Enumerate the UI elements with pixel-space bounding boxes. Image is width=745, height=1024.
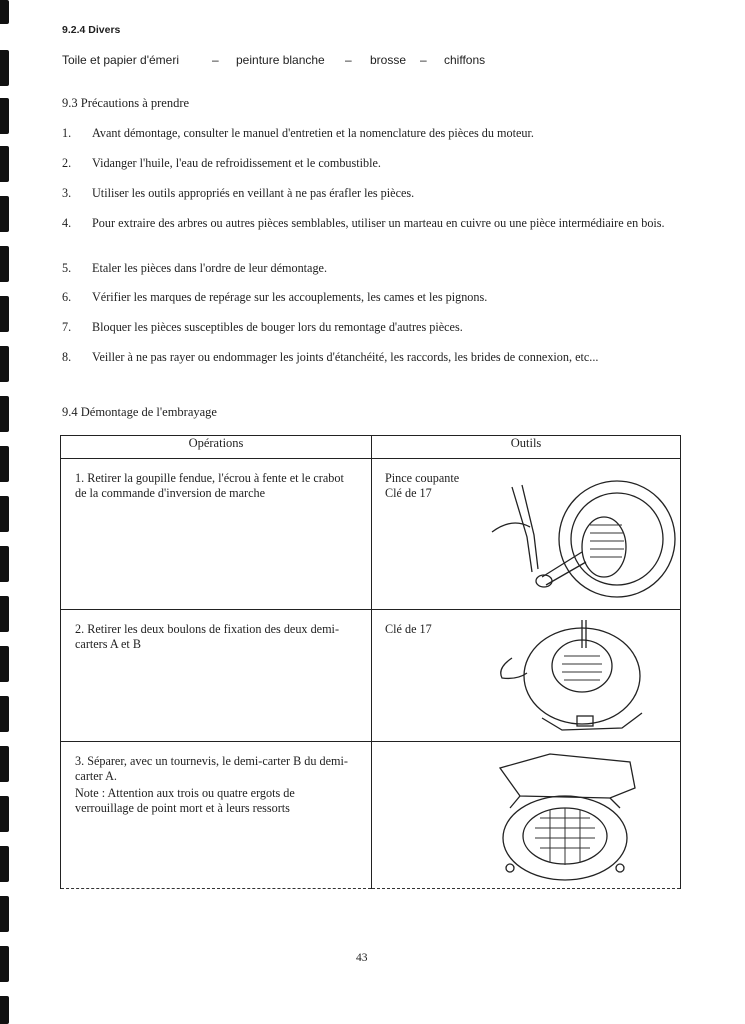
dash-separator: – [420, 53, 427, 67]
tools-list [385, 622, 432, 637]
header-tools: Outils [372, 436, 681, 459]
section-924-title: 9.2.4 Divers [62, 24, 121, 36]
section-94-title: 9.4 Démontage de l'embrayage [62, 405, 217, 419]
operations-table [60, 435, 681, 889]
tool-item: Clé de 17 [385, 622, 432, 637]
binder-holes [0, 0, 10, 1024]
item-emery-cloth: Toile et papier d'émeri [62, 53, 180, 67]
page-number: 43 [356, 952, 368, 964]
tools-list [385, 471, 459, 501]
clutch-pliers-illustration [472, 477, 677, 607]
section-93-title: 9.3 Précautions à prendre [62, 96, 190, 110]
operation-text: 2. Retirer les deux boulons de fixation des deux demi-carters A et B [75, 622, 340, 652]
item-brush: brosse [370, 53, 407, 67]
table-row [61, 459, 681, 610]
table-row [61, 610, 681, 741]
dash-separator: – [345, 53, 352, 67]
operation-text: 3. Séparer, avec un tournevis, le demi-carter B du demi-carter A. Note : Attention aux trois ou quatre ergots de verrouillage de point mort et à leurs ressorts [75, 754, 355, 816]
operation-note: Note : Attention aux trois ou quatre ergots de verrouillage de point mort et à leurs ressorts [75, 785, 295, 815]
header-operations: Opérations [61, 436, 372, 459]
item-white-paint: peinture blanche [236, 53, 325, 67]
half-casing-bolts-illustration [482, 618, 652, 736]
item-rags: chiffons [444, 53, 486, 67]
operation-text: 1. Retirer la goupille fendue, l'écrou à fente et le crabot de la commande d'inversion de marche [75, 471, 344, 501]
tool-item: Pince coupante [385, 471, 460, 486]
tool-item: Clé de 17 [385, 486, 432, 501]
dash-separator: – [212, 53, 219, 67]
separated-casing-illustration [490, 748, 640, 886]
table-row [61, 741, 681, 888]
